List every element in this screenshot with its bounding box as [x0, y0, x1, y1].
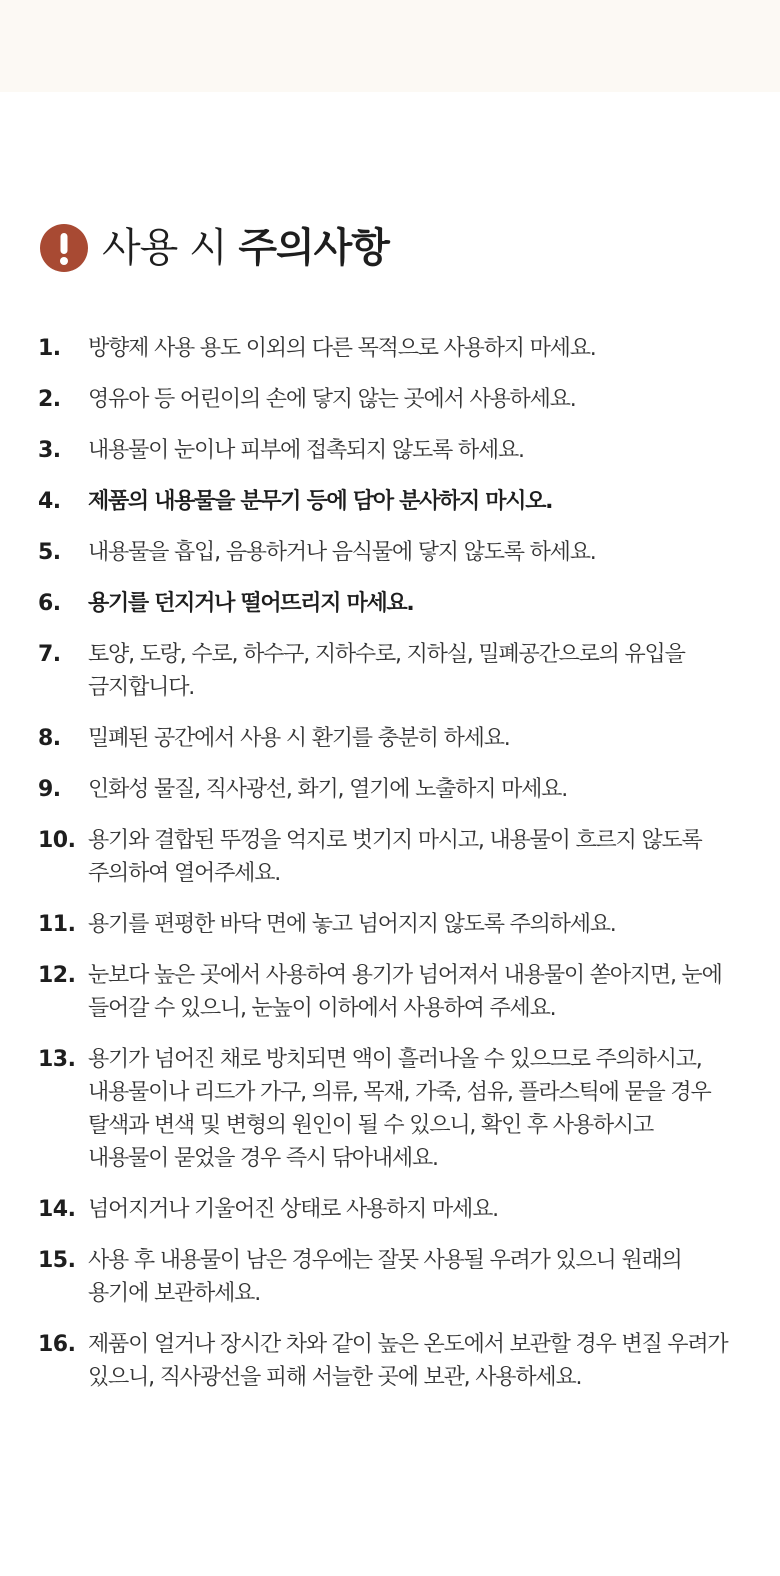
top-banner-band — [0, 0, 780, 92]
item-text: 밀폐된 공간에서 사용 시 환기를 충분히 하세요. — [88, 726, 510, 751]
section-heading — [40, 222, 389, 274]
list-item — [38, 824, 738, 890]
list-item — [38, 1193, 738, 1226]
item-text: 인화성 물질, 직사광선, 화기, 열기에 노출하지 마세요. — [88, 777, 568, 802]
item-text: 용기가 넘어진 채로 방치되면 액이 흘러나올 수 있으므로 주의하시고, 내용물이나 리드가 가구, 의류, 목재, 가죽, 섬유, 플라스틱에 묻을 경우 탈색과 변색 및 변형의 원인이 될 수 있으니, 확인 후 사용하시고 내용물이 묻었을 경우 즉시 닦아내세요. — [88, 1047, 711, 1171]
item-text: 영유아 등 어린이의 손에 닿지 않는 곳에서 사용하세요. — [88, 387, 576, 412]
item-number: 8. — [38, 726, 61, 751]
item-text: 방향제 사용 용도 이외의 다른 목적으로 사용하지 마세요. — [88, 336, 596, 361]
item-number: 4. — [38, 489, 61, 514]
item-number: 14. — [38, 1197, 76, 1222]
item-number: 2. — [38, 387, 61, 412]
list-item — [38, 1328, 738, 1394]
list-item — [38, 638, 738, 704]
item-number: 12. — [38, 963, 76, 988]
item-number: 16. — [38, 1332, 76, 1357]
item-text: 토양, 도랑, 수로, 하수구, 지하수로, 지하실, 밀폐공간으로의 유입을 금지합니다. — [88, 642, 685, 700]
item-number: 1. — [38, 336, 61, 361]
list-item — [38, 485, 738, 518]
item-number: 13. — [38, 1047, 76, 1072]
caution-list — [38, 332, 738, 1412]
title-prefix: 사용 시 — [102, 225, 227, 271]
item-number: 10. — [38, 828, 76, 853]
list-item — [38, 908, 738, 941]
item-text: 제품이 얼거나 장시간 차와 같이 높은 온도에서 보관할 경우 변질 우려가 있으니, 직사광선을 피해 서늘한 곳에 보관, 사용하세요. — [88, 1332, 728, 1390]
list-item — [38, 383, 738, 416]
list-item — [38, 332, 738, 365]
list-item — [38, 773, 738, 806]
item-text: 용기를 던지거나 떨어뜨리지 마세요. — [88, 591, 414, 616]
list-item — [38, 959, 738, 1025]
item-number: 5. — [38, 540, 61, 565]
item-number: 3. — [38, 438, 61, 463]
list-item — [38, 722, 738, 755]
list-item — [38, 536, 738, 569]
item-number: 11. — [38, 912, 76, 937]
item-number: 15. — [38, 1248, 76, 1273]
list-item — [38, 1043, 738, 1175]
item-text: 넘어지거나 기울어진 상태로 사용하지 마세요. — [88, 1197, 498, 1222]
item-text: 용기와 결합된 뚜껑을 억지로 벗기지 마시고, 내용물이 흐르지 않도록 주의하여 열어주세요. — [88, 828, 702, 886]
item-text: 눈보다 높은 곳에서 사용하여 용기가 넘어져서 내용물이 쏟아지면, 눈에 들어갈 수 있으니, 눈높이 이하에서 사용하여 주세요. — [88, 963, 722, 1021]
list-item — [38, 587, 738, 620]
page-title — [102, 222, 389, 274]
item-text: 용기를 편평한 바닥 면에 놓고 넘어지지 않도록 주의하세요. — [88, 912, 616, 937]
item-number: 9. — [38, 777, 61, 802]
item-text: 제품의 내용물을 분무기 등에 담아 분사하지 마시오. — [88, 489, 553, 514]
item-number: 6. — [38, 591, 61, 616]
item-text: 내용물이 눈이나 피부에 접촉되지 않도록 하세요. — [88, 438, 524, 463]
item-text: 사용 후 내용물이 남은 경우에는 잘못 사용될 우려가 있으니 원래의 용기에 보관하세요. — [88, 1248, 682, 1306]
list-item — [38, 1244, 738, 1310]
title-emphasis: 주의사항 — [238, 225, 389, 271]
list-item — [38, 434, 738, 467]
exclamation-circle-icon — [40, 224, 88, 272]
item-number: 7. — [38, 642, 61, 667]
item-text: 내용물을 흡입, 음용하거나 음식물에 닿지 않도록 하세요. — [88, 540, 596, 565]
